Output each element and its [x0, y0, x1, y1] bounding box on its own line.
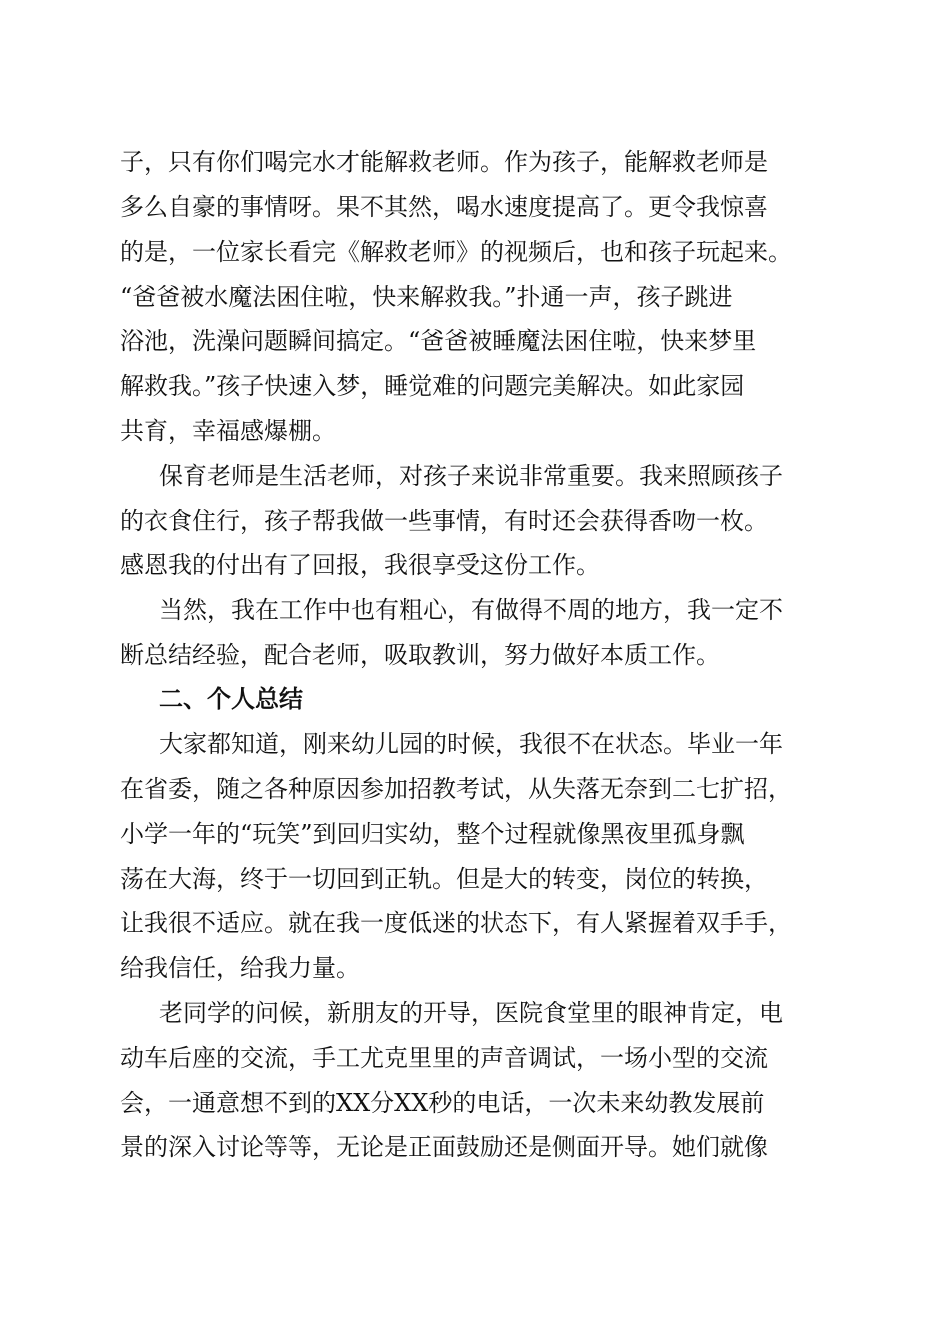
text-line: 小学一年的“玩笑”到回归实幼，整个过程就像黑夜里孤身飘 [120, 820, 745, 848]
paragraph-first-line: 当然，我在工作中也有粗心，有做得不周的地方，我一定不 [159, 596, 783, 624]
text-line: 共育，幸福感爆棚。 [120, 417, 336, 445]
text-line: 景的深入讨论等等，无论是正面鼓励还是侧面开导。她们就像 [120, 1133, 768, 1161]
paragraph-first-line: 保育老师是生活老师，对孩子来说非常重要。我来照顾孩子 [159, 462, 783, 490]
text-line: 多么自豪的事情呀。果不其然，喝水速度提高了。更令我惊喜 [120, 193, 768, 221]
text-line: 会，一通意想不到的XX分XX秒的电话，一次未来幼教发展前 [120, 1089, 765, 1117]
text-line: 子，只有你们喝完水才能解救老师。作为孩子，能解救老师是 [120, 148, 768, 176]
paragraph-first-line: 老同学的问候，新朋友的开导，医院食堂里的眼神肯定，电 [159, 999, 783, 1027]
text-line: “爸爸被水魔法困住啦，快来解救我。”扑通一声，孩子跳进 [120, 283, 733, 311]
text-line: 让我很不适应。就在我一度低迷的状态下，有人紧握着双手手， [120, 909, 792, 937]
text-line: 断总结经验，配合老师，吸取教训，努力做好本质工作。 [120, 641, 720, 669]
text-line: 解救我。”孩子快速入梦，睡觉难的问题完美解决。如此家园 [120, 372, 745, 400]
text-line: 浴池，洗澡问题瞬间搞定。“爸爸被睡魔法困住啦，快来梦里 [120, 327, 757, 355]
text-line: 给我信任，给我力量。 [120, 954, 360, 982]
text-line: 的是，一位家长看完《解救老师》的视频后，也和孩子玩起来。 [120, 238, 792, 266]
text-line: 在省委，随之各种原因参加招教考试，从失落无奈到二七扩招， [120, 775, 792, 803]
text-line: 感恩我的付出有了回报，我很享受这份工作。 [120, 551, 600, 579]
text-line: 的衣食住行，孩子帮我做一些事情，有时还会获得香吻一枚。 [120, 507, 768, 535]
section-heading: 二、个人总结 [159, 685, 303, 713]
text-line: 荡在大海，终于一切回到正轨。但是大的转变，岗位的转换， [120, 865, 768, 893]
paragraph-first-line: 大家都知道，刚来幼儿园的时候，我很不在状态。毕业一年 [159, 730, 783, 758]
text-line: 动车后座的交流，手工尤克里里的声音调试，一场小型的交流 [120, 1044, 768, 1072]
